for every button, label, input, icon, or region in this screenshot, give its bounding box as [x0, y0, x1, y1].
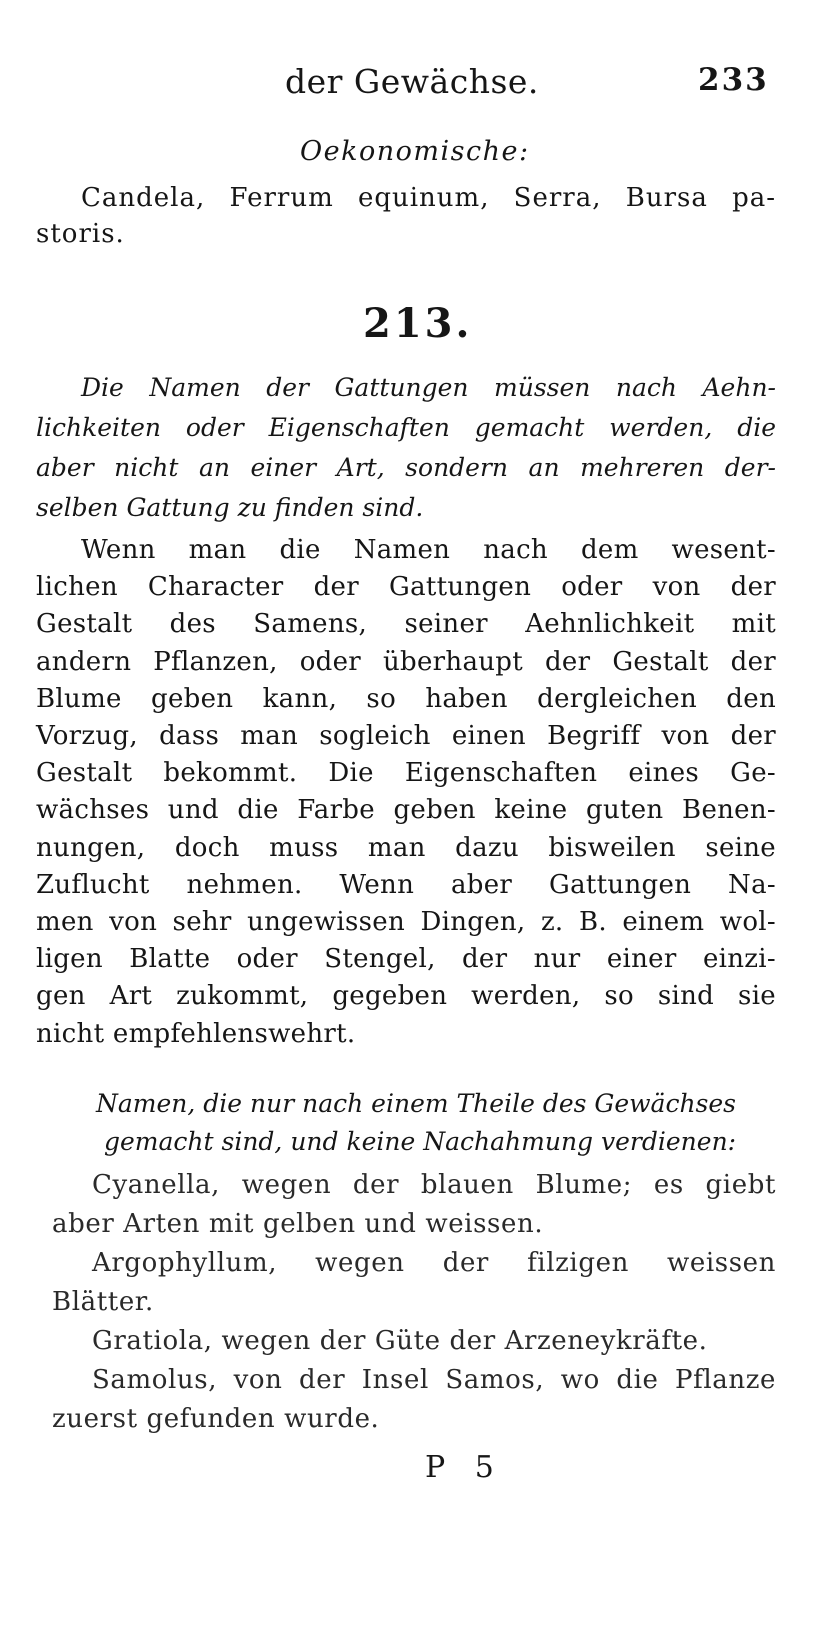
- body-line: Zuflucht nehmen. Wenn aber Gattungen Na-: [36, 869, 776, 900]
- example-line: Gratiola, wegen der Güte der Arzeneykräfte.: [92, 1326, 708, 1356]
- body-line: gen Art zukommt, gegeben werden, so sind sie: [36, 981, 776, 1012]
- page-number: 233: [698, 62, 769, 98]
- oekonomische-line: storis.: [36, 219, 125, 249]
- example-line: Samolus, von der Insel Samos, wo die Pflanze: [92, 1365, 776, 1395]
- example-line: zuerst gefunden wurde.: [52, 1404, 380, 1434]
- rule-line: selben Gattung zu finden sind.: [36, 493, 424, 522]
- rule-line: Die Namen der Gattungen müssen nach Aehn-: [81, 373, 776, 402]
- namen-heading-line: Namen, die nur nach einem Theile des Gewächses: [96, 1089, 737, 1118]
- oekonomische-line: Candela, Ferrum equinum, Serra, Bursa pa-: [81, 183, 776, 213]
- body-line: Vorzug, dass man sogleich einen Begriff von der: [36, 721, 776, 752]
- body-line: Gestalt bekommt. Die Eigenschaften eines Ge-: [36, 758, 776, 789]
- namen-heading: [36, 1085, 776, 1161]
- body-paragraph: [36, 532, 776, 1053]
- body-line: Blume geben kann, so haben dergleichen den: [36, 683, 776, 714]
- rule-paragraph: [36, 368, 776, 528]
- body-line: nungen, doch muss man dazu bisweilen seine: [36, 832, 776, 863]
- body-line: lichen Character der Gattungen oder von der: [36, 572, 776, 603]
- body-line: men von sehr ungewissen Dingen, z. B. einem wol-: [36, 907, 776, 938]
- rule-line: lichkeiten oder Eigenschaften gemacht werden, die: [36, 413, 776, 442]
- examples-list: [36, 1166, 776, 1439]
- signature-mark: P 5: [425, 1450, 504, 1485]
- rule-line: aber nicht an einer Art, sondern an mehreren der-: [36, 453, 776, 482]
- example-line: Cyanella, wegen der blauen Blume; es giebt: [92, 1170, 776, 1200]
- section-number: 213.: [363, 300, 473, 347]
- body-line: nicht empfehlenswehrt.: [36, 1018, 356, 1049]
- running-head: der Gewächse.: [285, 62, 539, 101]
- example-line: aber Arten mit gelben und weissen.: [52, 1209, 544, 1239]
- example-line: Argophyllum, wegen der filzigen weissen: [92, 1248, 776, 1278]
- oekonomische-heading: Oekonomische:: [300, 136, 530, 167]
- oekonomische-list: [36, 180, 776, 252]
- body-line: Wenn man die Namen nach dem wesent-: [81, 535, 776, 565]
- body-line: ligen Blatte oder Stengel, der nur einer einzi-: [36, 944, 776, 975]
- body-line: wächses und die Farbe geben keine guten Benen-: [36, 795, 776, 826]
- body-line: andern Pflanzen, oder überhaupt der Gestalt der: [36, 646, 776, 677]
- example-line: Blätter.: [52, 1287, 154, 1317]
- body-line: Gestalt des Samens, seiner Aehnlichkeit mit: [36, 609, 776, 640]
- namen-heading-line: gemacht sind, und keine Nachahmung verdienen:: [104, 1127, 737, 1156]
